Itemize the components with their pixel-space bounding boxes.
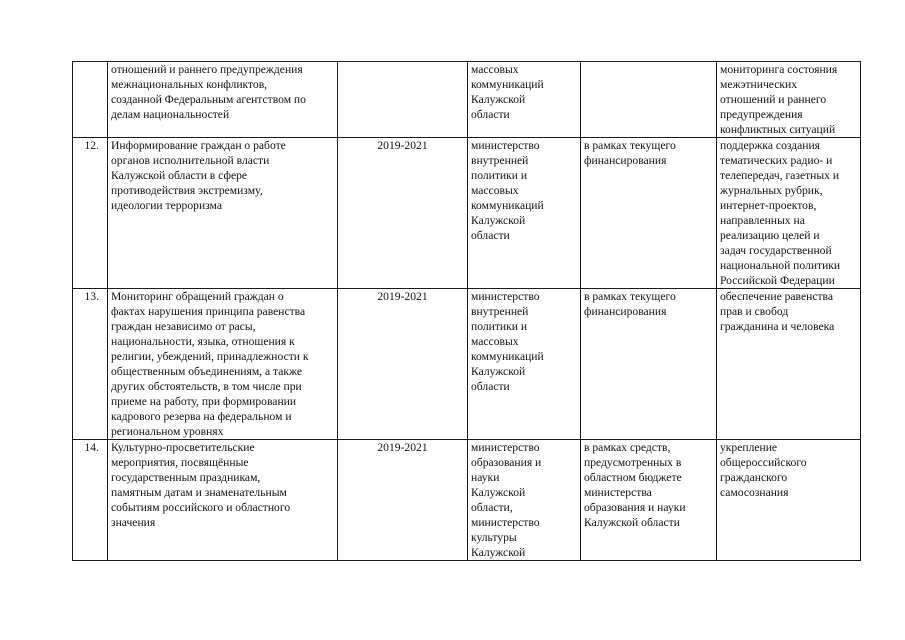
cell-text-line: укрепление xyxy=(720,441,778,454)
row-number-cell: 12. xyxy=(73,138,108,289)
cell-text-line: реализацию целей и xyxy=(720,229,820,242)
cell-text-line: Калужской xyxy=(471,546,526,559)
cell-text-line: культуры xyxy=(471,531,517,544)
cell-text-line: направленных на xyxy=(720,214,805,227)
period-cell: 2019-2021 xyxy=(338,289,468,440)
cell-text-line: обеспечение равенства xyxy=(720,290,833,303)
cell-text-line: массовых xyxy=(471,335,519,348)
executor-cell xyxy=(468,289,581,440)
cell-text-line: Калужской xyxy=(471,93,526,106)
event-cell xyxy=(108,289,338,440)
cell-text-line: приеме на работу, при формировании xyxy=(111,395,297,408)
cell-text-line: отношений и раннего xyxy=(720,93,827,106)
cell-text-line: региональном уровнях xyxy=(111,425,224,438)
cell-text-line: образования и xyxy=(471,456,542,469)
measures-table-body xyxy=(73,62,861,561)
cell-text-line: областном бюджете xyxy=(584,471,682,484)
table-row xyxy=(73,62,861,138)
cell-text-line: религии, убеждений, принадлежности к xyxy=(111,350,309,363)
executor-cell xyxy=(468,62,581,138)
cell-text-line: поддержка создания xyxy=(720,139,821,152)
cell-text-line: министерство xyxy=(471,516,540,529)
result-cell xyxy=(717,138,861,289)
cell-text-line: коммуникаций xyxy=(471,199,544,212)
period-cell xyxy=(338,62,468,138)
cell-text-line: отношений и раннего предупреждения xyxy=(111,63,303,76)
row-number-cell: 13. xyxy=(73,289,108,440)
cell-text-line: Калужской xyxy=(471,214,526,227)
table-row xyxy=(73,138,861,289)
table-row xyxy=(73,440,861,561)
cell-text-line: мониторинга состояния xyxy=(720,63,838,76)
cell-text-line: Мониторинг обращений граждан о xyxy=(111,290,284,303)
cell-text-line: делам национальностей xyxy=(111,108,230,121)
cell-text-line: области xyxy=(471,229,510,242)
cell-text-line: Культурно-просветительские xyxy=(111,441,255,454)
row-number-cell xyxy=(73,62,108,138)
cell-text-line: граждан независимо от расы, xyxy=(111,320,256,333)
cell-text-line: общественным объединениям, а также xyxy=(111,365,303,378)
event-cell xyxy=(108,62,338,138)
cell-text-line: внутренней xyxy=(471,305,529,318)
cell-text-line: министерства xyxy=(584,486,652,499)
cell-text-line: Информирование граждан о работе xyxy=(111,139,286,152)
cell-text-line: задач государственной xyxy=(720,244,832,257)
financing-cell xyxy=(581,289,717,440)
cell-text-line: предусмотренных в xyxy=(584,456,682,469)
cell-text-line: гражданского xyxy=(720,471,788,484)
cell-text-line: национальности, языка, отношения к xyxy=(111,335,295,348)
cell-text-line: массовых xyxy=(471,63,519,76)
cell-text-line: других обстоятельств, в том числе при xyxy=(111,380,302,393)
cell-text-line: внутренней xyxy=(471,154,529,167)
cell-text-line: министерство xyxy=(471,441,540,454)
table-row xyxy=(73,289,861,440)
cell-text-line: Калужской xyxy=(471,486,526,499)
executor-cell xyxy=(468,440,581,561)
cell-text-line: массовых xyxy=(471,184,519,197)
cell-text-line: противодействия экстремизму, xyxy=(111,184,263,197)
cell-text-line: тематических радио- и xyxy=(720,154,833,167)
event-cell xyxy=(108,440,338,561)
executor-cell xyxy=(468,138,581,289)
cell-text-line: Российской Федерации xyxy=(720,274,835,287)
cell-text-line: науки xyxy=(471,471,500,484)
cell-text-line: событиям российского и областного xyxy=(111,501,291,514)
result-cell xyxy=(717,62,861,138)
cell-text-line: органов исполнительной власти xyxy=(111,154,270,167)
cell-text-line: финансирования xyxy=(584,305,667,318)
period-cell: 2019-2021 xyxy=(338,440,468,561)
cell-text-line: телепередач, газетных и xyxy=(720,169,840,182)
result-cell xyxy=(717,440,861,561)
event-cell xyxy=(108,138,338,289)
cell-text-line: области, xyxy=(471,501,513,514)
cell-text-line: прав и свобод xyxy=(720,305,789,318)
cell-text-line: фактах нарушения принципа равенства xyxy=(111,305,306,318)
cell-text-line: межнациональных конфликтов, xyxy=(111,78,268,91)
financing-cell xyxy=(581,440,717,561)
cell-text-line: созданной Федеральным агентством по xyxy=(111,93,306,106)
cell-text-line: области xyxy=(471,380,510,393)
result-cell xyxy=(717,289,861,440)
cell-text-line: коммуникаций xyxy=(471,350,544,363)
cell-text-line: мероприятия, посвящённые xyxy=(111,456,249,469)
period-cell: 2019-2021 xyxy=(338,138,468,289)
cell-text-line: идеологии терроризма xyxy=(111,199,222,212)
financing-cell xyxy=(581,62,717,138)
cell-text-line: в рамках текущего xyxy=(584,139,676,152)
cell-text-line: министерство xyxy=(471,139,540,152)
cell-text-line: государственным праздникам, xyxy=(111,471,261,484)
cell-text-line: образования и науки xyxy=(584,501,686,514)
cell-text-line: коммуникаций xyxy=(471,78,544,91)
cell-text-line: кадрового резерва на федеральном и xyxy=(111,410,292,423)
cell-text-line: предупреждения xyxy=(720,108,803,121)
cell-text-line: в рамках текущего xyxy=(584,290,676,303)
financing-cell xyxy=(581,138,717,289)
cell-text-line: Калужской xyxy=(471,365,526,378)
cell-text-line: национальной политики xyxy=(720,259,841,272)
cell-text-line: финансирования xyxy=(584,154,667,167)
row-number-cell: 14. xyxy=(73,440,108,561)
cell-text-line: конфликтных ситуаций xyxy=(720,123,836,136)
cell-text-line: общероссийского xyxy=(720,456,807,469)
cell-text-line: министерство xyxy=(471,290,540,303)
measures-table xyxy=(72,61,861,561)
cell-text-line: самосознания xyxy=(720,486,789,499)
cell-text-line: политики и xyxy=(471,320,528,333)
cell-text-line: Калужской области xyxy=(584,516,680,529)
cell-text-line: области xyxy=(471,108,510,121)
cell-text-line: в рамках средств, xyxy=(584,441,671,454)
cell-text-line: политики и xyxy=(471,169,528,182)
cell-text-line: интернет-проектов, xyxy=(720,199,817,212)
cell-text-line: памятным датам и знаменательным xyxy=(111,486,287,499)
cell-text-line: межэтнических xyxy=(720,78,797,91)
cell-text-line: журнальных рубрик, xyxy=(720,184,823,197)
cell-text-line: Калужской области в сфере xyxy=(111,169,248,182)
cell-text-line: значения xyxy=(111,516,156,529)
cell-text-line: гражданина и человека xyxy=(720,320,835,333)
